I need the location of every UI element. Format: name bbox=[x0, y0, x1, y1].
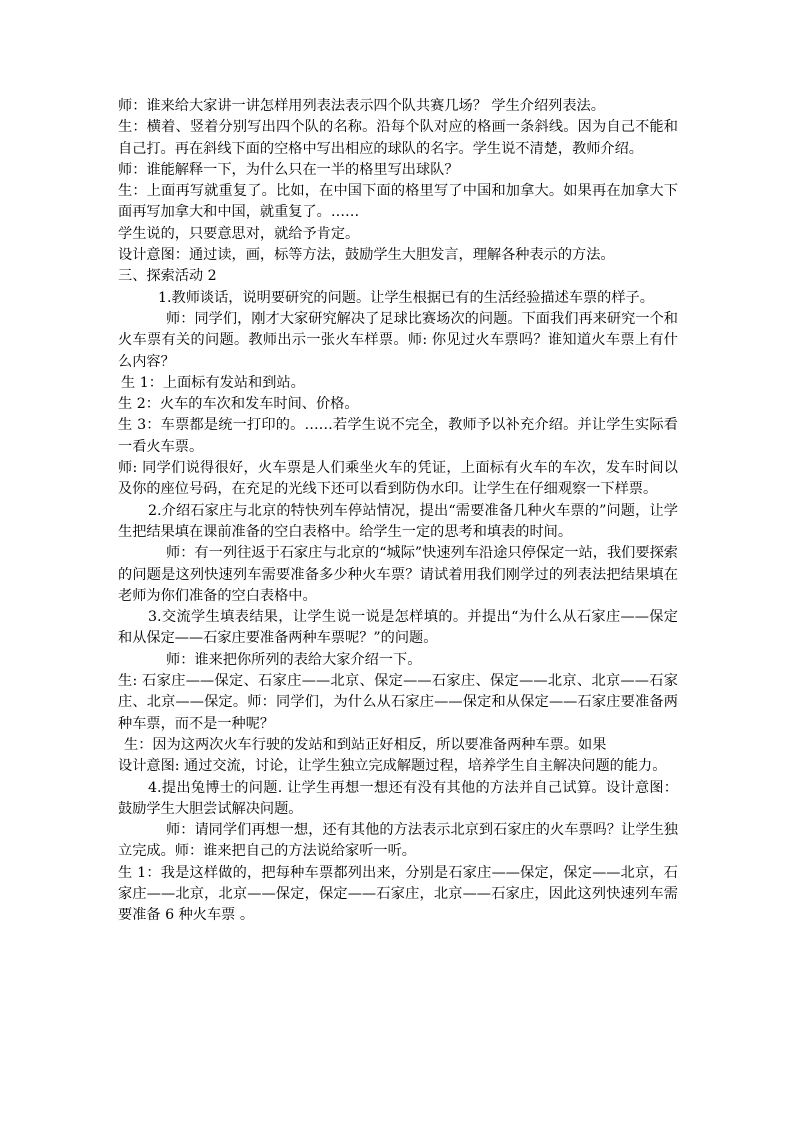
paragraph-step-2: 2.介绍石家庄与北京的特快列车停站情况，提出“需要准备几种火车票的”问题，让学生把结果填在课前准备的空白表格中。给学生一定的思考和填表的时间。 bbox=[118, 502, 678, 540]
paragraph-design-intent-1: 设计意图：通过读，画，标等方法，鼓励学生大胆发言，理解各种表示的方法。 bbox=[118, 247, 615, 264]
paragraph-teacher-question-list-method: 师：谁来给大家讲一讲怎样用列表法表示四个队共赛几场？ 学生介绍列表法。 bbox=[118, 98, 605, 114]
paragraph-student-routes: 生: 石家庄——保定、石家庄——北京、保定——石家庄、保定——北京、北京——石家庄、北京——保定。师：同学们，为什么从石家庄——保定和从保定——石家庄要准备两种车票，而不是一种呢？ bbox=[118, 673, 678, 732]
paragraph-student-answer-repeat: 生：上面再写就重复了。比如，在中国下面的格里写了中国和加拿大。如果再在加拿大下面再写加拿大和中国，就重复了。…… bbox=[118, 183, 678, 221]
paragraph-student-3: 生 3：车票都是统一打印的。……若学生说不完全，教师予以补充介绍。并让学生实际看一看火车票。 bbox=[118, 417, 678, 455]
paragraph-affirm: 学生说的，只要意思对，就给予肯定。 bbox=[118, 225, 360, 242]
section-heading-activity-2: 三、探索活动 2 bbox=[118, 268, 217, 285]
paragraph-teacher-introduce-table: 师：谁来把你所列的表给大家介绍一下。 bbox=[166, 651, 422, 668]
paragraph-teacher-other-method: 师：请同学们再想一想，还有其他的方法表示北京到石家庄的火车票吗？让学生独立完成。师：谁来把自己的方法说给家听一听。 bbox=[118, 822, 678, 860]
paragraph-student-1: 生 1：上面标有发站和到站。 bbox=[121, 374, 305, 391]
paragraph-student-answer-table: 生：横着、竖着分别写出四个队的名称。沿每个队对应的格画一条斜线。因为自己不能和自己打。再在斜线下面的空格中写出相应的球队的名字。学生说不清楚，教师介绍。 bbox=[118, 119, 678, 157]
document-page bbox=[118, 96, 678, 927]
paragraph-step-3: 3.交流学生填表结果，让学生说一说是怎样填的。并提出“为什么从石家庄——保定和从保定——石家庄要准备两种车票呢？”的问题。 bbox=[118, 609, 678, 647]
paragraph-teacher-intercity: 师：有一列往返于石家庄与北京的“城际”快速列车沿途只停保定一站，我们要探索的问题是这列快速列车需要准备多少种火车票？请试着用我们刚学过的列表法把结果填在老师为你们准备的空白表格中。 bbox=[118, 545, 678, 604]
paragraph-step-4: 4.提出兔博士的问题. 让学生再想一想还有没有其他的方法并自己试算。设计意图：鼓励学生大胆尝试解决问题。 bbox=[118, 779, 678, 817]
paragraph-step-1: 1.教师谈话，说明要研究的问题。让学生根据已有的生活经验描述车票的样子。 bbox=[158, 289, 654, 306]
paragraph-student-2: 生 2：火车的车次和发车时间、价格。 bbox=[118, 396, 359, 413]
paragraph-teacher-question-half: 师：谁能解释一下，为什么只在一半的格里写出球队？ bbox=[118, 161, 459, 178]
paragraph-student-1-six-tickets: 生 1：我是这样做的，把每种车票都列出来，分别是石家庄——保定，保定——北京，石家庄——北京，北京——保定，保定——石家庄，北京——石家庄，因此这列快速列车需要准备 6 种火车票 。 bbox=[118, 864, 678, 924]
paragraph-teacher-ticket-summary: 师: 同学们说得很好，火车票是人们乘坐火车的凭证，上面标有火车的车次，发车时间以及你的座位号码，在充足的光线下还可以看到防伪水印。让学生在仔细观察一下样票。 bbox=[118, 460, 678, 498]
paragraph-teacher-ticket-intro: 师：同学们，刚才大家研究解决了足球比赛场次的问题。下面我们再来研究一个和火车票有关的问题。教师出示一张火车样票。师: 你见过火车票吗？谁知道火车票上有什么内容？ bbox=[118, 310, 678, 370]
paragraph-design-intent-2: 设计意图: 通过交流，讨论，让学生独立完成解题过程，培养学生自主解决问题的能力。 bbox=[118, 758, 667, 775]
paragraph-student-reason: 生：因为这两次火车行驶的发站和到站正好相反，所以要准备两种车票。如果 bbox=[124, 736, 607, 753]
